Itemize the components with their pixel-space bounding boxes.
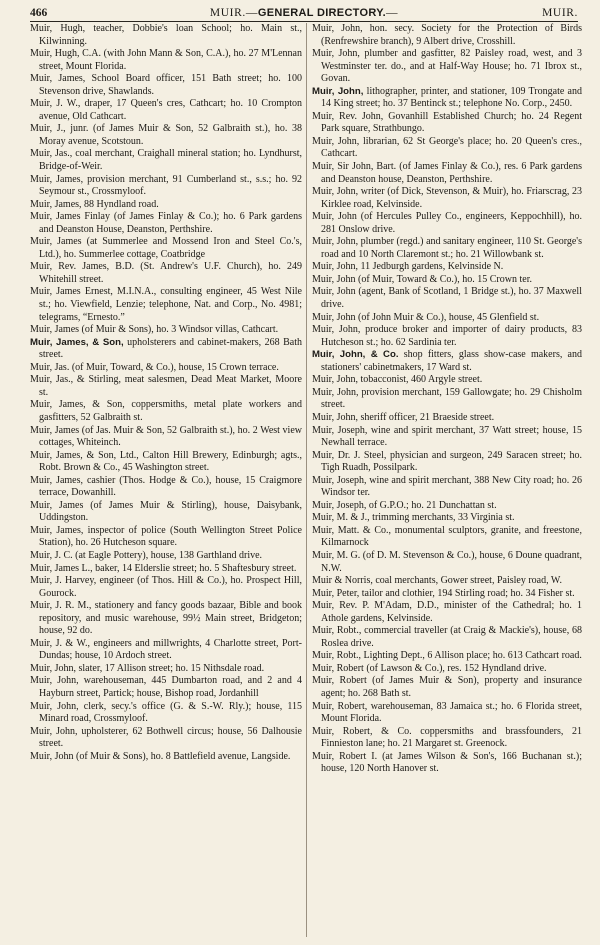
- directory-entry: [312, 324, 582, 349]
- entry-text: Muir & Norris, coal merchants, Gower street, Paisley road, W.: [312, 575, 562, 587]
- entry-text: Muir, John (of Muir & Sons), ho. 8 Battlefield avenue, Langside.: [30, 750, 291, 762]
- directory-entry: [312, 387, 582, 412]
- directory-entry: [312, 475, 582, 500]
- entry-text: Muir, Rev. John, Govanhill Established Church; ho. 24 Regent Park square, Strathbungo.: [312, 110, 582, 135]
- directory-entry: [30, 550, 302, 563]
- directory-entry: [30, 236, 302, 261]
- directory-entry: [30, 399, 302, 424]
- directory-entry: [312, 261, 582, 274]
- entry-text: Muir, Hugh, teacher, Dobbie's loan School; ho. Main st., Kilwinning.: [30, 23, 302, 47]
- directory-entry: [312, 663, 582, 676]
- directory-entry: [30, 374, 302, 399]
- directory-entry: [312, 136, 582, 161]
- directory-entry: [30, 211, 302, 236]
- left-column: [30, 23, 302, 937]
- entry-text: Muir, James, 88 Hyndland road.: [30, 198, 159, 210]
- directory-entry: [312, 186, 582, 211]
- directory-entry: [312, 211, 582, 236]
- directory-entry: [312, 48, 582, 86]
- directory-title: GENERAL DIRECTORY.: [257, 7, 386, 19]
- entry-text: Muir, Rev. P. M'Adam, D.D., minister of the Cathedral; ho. 1 Athole gardens, Kelvinside.: [312, 600, 582, 624]
- directory-entry: [30, 450, 302, 475]
- entry-text: Muir, James (of Muir & Sons), ho. 3 Windsor villas, Cathcart.: [30, 324, 279, 336]
- directory-entry: [312, 412, 582, 425]
- entry-text: Muir, John (of Hercules Pulley Co., engineers, Keppochhill), ho. 281 Onslow drive.: [312, 211, 582, 235]
- entry-text: upholsterers and cabinet-makers, 268 Bath street.: [39, 336, 302, 361]
- column-divider: [306, 23, 307, 937]
- entry-text: Muir, Jas. (of Muir, Toward, & Co.), house, 15 Crown terrace.: [30, 361, 279, 373]
- entry-text: Muir, Robert (of James Muir & Son), property and insurance agent; ho. 268 Bath st.: [312, 675, 582, 699]
- directory-entry: [312, 500, 582, 513]
- entry-text: Muir, John, slater, 17 Allison street; ho. 15 Nithsdale road.: [30, 662, 265, 674]
- directory-entry: [312, 525, 582, 550]
- entry-text: Muir, John, produce broker and importer of dairy products, 83 Hutcheson st.; ho. 62 Sardinia ter.: [312, 324, 582, 348]
- entry-text: Muir, John, hon. secy. Society for the Protection of Birds (Renfrewshire branch), 9 Albert drive, Crosshill.: [312, 23, 582, 47]
- directory-entry: [312, 726, 582, 751]
- directory-entry: [312, 588, 582, 601]
- entry-text: Muir, James Ernest, M.I.N.A., consulting engineer, 45 West Nile st.; ho. Viewfield, Lenzie; telephone, Nat. and Corp., No. 4981; telegrams, “Ernesto.”: [30, 286, 302, 323]
- directory-entry: [312, 274, 582, 287]
- entry-name-bold: Muir, John,: [312, 85, 364, 97]
- directory-entry: [312, 512, 582, 525]
- directory-entry: [312, 236, 582, 261]
- entry-text: Muir, James Finlay (of James Finlay & Co.); ho. 6 Park gardens and Deanston House, Deanston, Perthshire.: [30, 211, 302, 235]
- entry-text: Muir, John, writer (of Dick, Stevenson, & Muir), ho. Friarscrag, 23 Kirklee road, Kelvinside.: [312, 186, 582, 210]
- directory-entry: [312, 86, 582, 111]
- entry-text: Muir, Robt., Lighting Dept., 6 Allison place; ho. 613 Cathcart road.: [312, 650, 582, 662]
- directory-entry: [30, 324, 302, 337]
- directory-entry: [312, 675, 582, 700]
- running-right-word: MUIR.: [542, 7, 578, 19]
- directory-entry: [30, 751, 302, 764]
- directory-entry: [30, 286, 302, 324]
- entry-text: Muir, J., junr. (of James Muir & Son, 52 Galbraith st.), ho. 38 Moray avenue, Scotstoun.: [30, 123, 302, 147]
- entry-text: Muir, J. C. (at Eagle Pottery), house, 138 Garthland drive.: [30, 549, 263, 561]
- entry-text: Muir, Hugh, C.A. (with John Mann & Son, C.A.), ho. 27 M'Lennan street, Mount Florida.: [30, 48, 302, 72]
- directory-entry: [30, 663, 302, 676]
- entry-text: Muir, J. Harvey, engineer (of Thos. Hill & Co.), ho. Prospect Hill, Gourock.: [30, 575, 302, 599]
- directory-entry: [30, 48, 302, 73]
- entry-text: Muir, John, provision merchant, 159 Gallowgate; ho. 29 Chisholm street.: [312, 386, 582, 411]
- entry-text: Muir, Jas., & Stirling, meat salesmen, Dead Meat Market, Moore st.: [30, 374, 302, 398]
- directory-entry: [30, 726, 302, 751]
- entry-text: Muir, John, librarian, 62 St George's place; ho. 20 Queen's cres., Cathcart.: [312, 135, 582, 160]
- directory-entry: [312, 349, 582, 374]
- directory-entry: [30, 475, 302, 500]
- directory-entry: [30, 123, 302, 148]
- entry-text: Muir, James, & Son, Ltd., Calton Hill Brewery, Edinburgh; agts., Robt. Brown & Co., 45 Washington street.: [30, 449, 302, 474]
- entry-text: Muir, Peter, tailor and clothier, 194 Stirling road; ho. 34 Fisher st.: [312, 587, 575, 599]
- directory-entry: [312, 23, 582, 48]
- directory-entry: [30, 73, 302, 98]
- entry-text: Muir, J. W., draper, 17 Queen's cres, Cathcart; ho. 10 Crompton avenue, Old Cathcart.: [30, 98, 302, 122]
- entry-text: Muir, John (of Muir, Toward & Co.), ho. 15 Crown ter.: [312, 273, 532, 285]
- entry-text: Muir, John (of John Muir & Co.), house, 45 Glenfield st.: [312, 311, 540, 323]
- running-left-word: MUIR.: [209, 7, 246, 19]
- directory-entry: [312, 286, 582, 311]
- entry-name-bold: Muir, John, & Co.: [312, 349, 399, 361]
- entry-text: Muir, James (at Summerlee and Mossend Iron and Steel Co.'s, Ltd.), ho. Summerlee cottage, Coatbridge: [30, 236, 302, 260]
- entry-text: Muir, Robert I. (at James Wilson & Son's, 166 Buchanan st.); house, 120 North Hanover st.: [312, 750, 582, 775]
- entry-text: Muir, Rev. James, B.D. (St. Andrew's U.F. Church), ho. 249 Whitehill street.: [30, 261, 302, 285]
- entry-text: Muir, John, plumber (regd.) and sanitary engineer, 110 St. George's road and 10 North Claremont st.; ho. 21 Willowbank st.: [312, 236, 582, 260]
- directory-entry: [30, 425, 302, 450]
- directory-entry: [30, 199, 302, 212]
- directory-entry: [30, 337, 302, 362]
- entry-text: Muir, J. & W., engineers and millwrights, 4 Charlotte street, Port-Dundas; house, 10 Ardoch street.: [30, 637, 302, 662]
- directory-entry: [312, 312, 582, 325]
- directory-entry: [30, 500, 302, 525]
- directory-entry: [312, 625, 582, 650]
- entry-name-bold: Muir, James, & Son,: [30, 336, 124, 348]
- entry-text: Muir, Joseph, of G.P.O.; ho. 21 Dunchattan st.: [312, 499, 497, 511]
- entry-text: Muir, John (agent, Bank of Scotland, 1 Bridge st.), ho. 37 Maxwell drive.: [312, 286, 582, 311]
- entry-text: Muir, J. R. M., stationery and fancy goods bazaar, Bible and book repository, and music warehouse, 99½ Main street, Bridgeton; house, 92 do.: [30, 600, 302, 637]
- directory-entry: [30, 261, 302, 286]
- entry-text: Muir, Jas., coal merchant, Craighall mineral station; ho. Lyndhurst, Bridge-of-Weir.: [30, 148, 302, 173]
- entry-text: Muir, Robt., commercial traveller (at Craig & Mackie's), house, 68 Roslea drive.: [312, 625, 582, 649]
- entry-text: Muir, James, provision merchant, 91 Cumberland st., s.s.; ho. 92 Seymour st., Crossmyloof.: [30, 173, 302, 198]
- directory-entry: [312, 425, 582, 450]
- entry-text: Muir, James, cashier (Thos. Hodge & Co.), house, 15 Craigmore terrace, Dowanhill.: [30, 474, 302, 499]
- directory-entry: [312, 575, 582, 588]
- directory-entry: [30, 638, 302, 663]
- directory-entry: [312, 701, 582, 726]
- entry-text: Muir, John, tobacconist, 460 Argyle street.: [312, 374, 483, 386]
- directory-entry: [30, 174, 302, 199]
- entry-text: Muir, John, sheriff officer, 21 Braeside street.: [312, 411, 495, 423]
- directory-entry: [312, 550, 582, 575]
- directory-entry: [30, 600, 302, 638]
- directory-entry: [30, 148, 302, 173]
- entry-text: Muir, James (of Jas. Muir & Son, 52 Galbraith st.), ho. 2 West view cottages, Whiteinch.: [30, 424, 302, 449]
- entry-text: Muir, Sir John, Bart. (of James Finlay & Co.), res. 6 Park gardens and Deanston house, Deanston, Perthshire.: [312, 161, 582, 185]
- entry-text: Muir, James (of James Muir & Stirling), house, Daisybank, Uddingston.: [30, 499, 302, 524]
- entry-text: Muir, John, plumber and gasfitter, 82 Paisley road, west, and 3 Westminster ter. do., and at Half-Way House; ho. 71 Ibrox st., Govan.: [312, 48, 582, 85]
- entry-text: Muir, James L., baker, 14 Elderslie street; ho. 5 Shaftesbury street.: [30, 562, 297, 574]
- directory-entry: [312, 111, 582, 136]
- running-title: MUIR.—GENERAL DIRECTORY.—: [209, 7, 399, 19]
- entry-text: Muir, John, upholsterer, 62 Bothwell circus; house, 56 Dalhousie street.: [30, 725, 302, 750]
- entry-text: Muir, Joseph, wine and spirit merchant, 388 New City road; ho. 26 Windsor ter.: [312, 474, 582, 499]
- entry-text: Muir, James, inspector of police (South Wellington Street Police Station), ho. 26 Hutcheson square.: [30, 524, 302, 549]
- entry-text: Muir, Dr. J. Steel, physician and surgeon, 249 Saracen street; ho. Tigh Ruadh, Possilpark.: [312, 449, 582, 474]
- directory-entry: [312, 600, 582, 625]
- right-column: [312, 23, 582, 937]
- entry-text: Muir, John, clerk, secy.'s office (G. & S.-W. Rly.); house, 115 Minard road, Crossmyloof.: [30, 700, 302, 725]
- entry-text: Muir, Robert, warehouseman, 83 Jamaica st.; ho. 6 Florida street, Mount Florida.: [312, 700, 582, 725]
- page-number: 466: [30, 7, 48, 19]
- entry-text: Muir, James, School Board officer, 151 Bath street; ho. 100 Stevenson drive, Shawlands.: [30, 73, 302, 97]
- directory-entry: [30, 563, 302, 576]
- entry-text: Muir, John, warehouseman, 445 Dumbarton road, and 2 and 4 Hayburn street, Partick; house, Bishop road, Jordanhill: [30, 675, 302, 699]
- directory-entry: [312, 450, 582, 475]
- directory-entry: [312, 751, 582, 776]
- entry-text: Muir, John, 11 Jedburgh gardens, Kelvinside N.: [312, 261, 504, 273]
- entry-text: Muir, Joseph, wine and spirit merchant, 37 Watt street; house, 15 Newhall terrace.: [312, 424, 582, 449]
- entry-text: Muir, M. & J., trimming merchants, 33 Virginia st.: [312, 512, 515, 524]
- header-rule: [30, 21, 578, 22]
- directory-entry: [30, 525, 302, 550]
- directory-entry: [30, 575, 302, 600]
- entry-text: Muir, James, & Son, coppersmiths, metal plate workers and gasfitters, 52 Galbraith st.: [30, 399, 302, 423]
- entry-text: Muir, M. G. (of D. M. Stevenson & Co.), house, 6 Doune quadrant, N.W.: [312, 549, 582, 574]
- entry-text: Muir, Robert (of Lawson & Co.), res. 152 Hyndland drive.: [312, 662, 547, 674]
- directory-entry: [312, 374, 582, 387]
- directory-entry: [312, 161, 582, 186]
- directory-entry: [30, 98, 302, 123]
- entry-text: Muir, Matt. & Co., monumental sculptors, granite, and freestone, Kilmarnock: [312, 524, 582, 549]
- page-header: [30, 5, 578, 21]
- directory-entry: [30, 23, 302, 48]
- directory-entry: [312, 650, 582, 663]
- directory-entry: [30, 362, 302, 375]
- entry-text: lithographer, printer, and stationer, 109 Trongate and 14 King street; ho. 37 Bentinck st.; telephone No. Corp., 2450.: [321, 85, 582, 110]
- directory-entry: [30, 701, 302, 726]
- directory-entry: [30, 675, 302, 700]
- entry-text: shop fitters, glass show-case makers, and stationers' cabinetmakers, 17 Ward st.: [321, 349, 582, 373]
- entry-text: Muir, Robert, & Co. coppersmiths and brassfounders, 21 Finnieston lane; ho. 21 Margaret st. Greenock.: [312, 725, 582, 750]
